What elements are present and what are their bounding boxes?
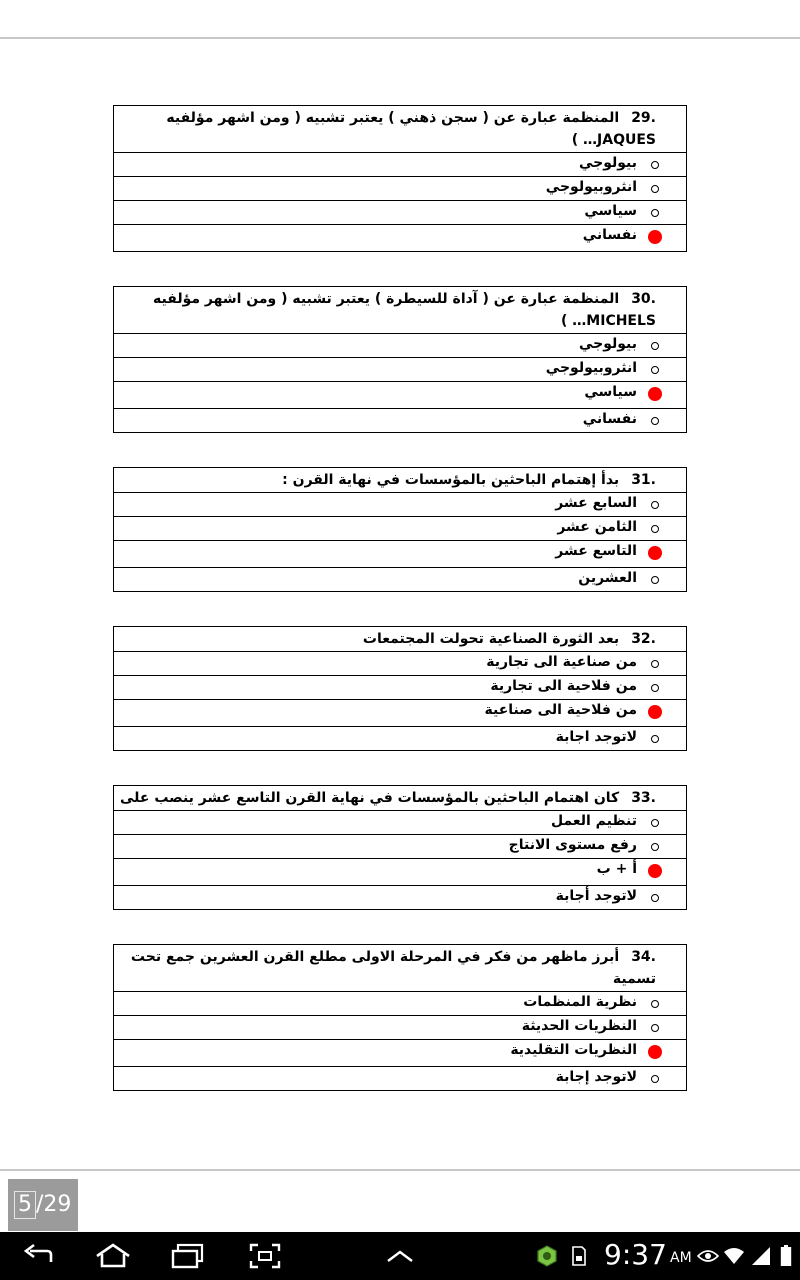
answer-option[interactable] xyxy=(114,153,687,177)
question-table xyxy=(113,467,687,592)
answer-label: رفع مستوى الانتاج xyxy=(508,837,637,853)
home-icon[interactable] xyxy=(90,1232,136,1280)
question-number: .30 xyxy=(631,291,656,307)
option-bullet-icon xyxy=(651,819,659,827)
bottom-divider xyxy=(0,1169,800,1171)
option-bullet-icon xyxy=(651,342,659,350)
answer-label: من فلاحية الى صناعية xyxy=(484,702,637,718)
eye-icon xyxy=(696,1232,720,1280)
answer-label: نفساني xyxy=(582,227,637,243)
option-bullet-icon xyxy=(651,161,659,169)
answer-label: انثروبيولوجي xyxy=(545,360,637,376)
answer-option[interactable] xyxy=(114,177,687,201)
answer-option[interactable] xyxy=(114,541,687,568)
question-table xyxy=(113,785,687,910)
question-number: .31 xyxy=(631,472,656,488)
sd-card-icon xyxy=(568,1232,590,1280)
question-text xyxy=(114,106,687,153)
question-table xyxy=(113,944,687,1091)
answer-label: الثامن عشر xyxy=(557,519,637,535)
answer-label: بيولوجي xyxy=(578,336,637,352)
system-navigation-bar xyxy=(0,1232,800,1280)
answer-label: لاتوجد إجابة xyxy=(555,1069,637,1085)
selected-answer-dot-icon xyxy=(648,230,662,244)
answer-option[interactable] xyxy=(114,1040,687,1067)
screenshot-icon[interactable] xyxy=(244,1232,286,1280)
question-number: .33 xyxy=(631,790,656,806)
question-text xyxy=(114,287,687,334)
question-table xyxy=(113,626,687,751)
question-number: .34 xyxy=(631,949,656,965)
clock-time: 9:37 xyxy=(604,1238,667,1271)
answer-label: أ + ب xyxy=(596,861,637,877)
question-table xyxy=(113,286,687,433)
answer-option[interactable] xyxy=(114,835,687,859)
answer-label: انثروبيولوجي xyxy=(545,179,637,195)
question-text xyxy=(114,468,687,493)
option-bullet-icon xyxy=(651,417,659,425)
answer-option[interactable] xyxy=(114,334,687,358)
answer-option[interactable] xyxy=(114,1067,687,1091)
question-text xyxy=(114,945,687,992)
current-page-number: 5 xyxy=(14,1191,36,1219)
answer-label: سياسي xyxy=(584,384,637,400)
option-bullet-icon xyxy=(651,1075,659,1083)
answer-option[interactable] xyxy=(114,382,687,409)
option-bullet-icon xyxy=(651,684,659,692)
answer-label: لاتوجد اجابة xyxy=(555,729,637,745)
question-label: أبرز ماظهر من فكر في المرحلة الاولى مطلع القرن العشرين جمع تحت تسمية xyxy=(130,949,656,987)
answer-label: نظرية المنظمات xyxy=(523,994,637,1010)
page-indicator[interactable] xyxy=(8,1179,78,1231)
answer-option[interactable] xyxy=(114,886,687,910)
answer-label: بيولوجي xyxy=(578,155,637,171)
answer-label: لاتوجد أجابة xyxy=(555,888,637,904)
total-pages: /29 xyxy=(36,1192,72,1217)
option-bullet-icon xyxy=(651,735,659,743)
question-label: بدأ إهتمام الباحثين بالمؤسسات في نهاية القرن : xyxy=(282,472,620,488)
answer-label: السابع عشر xyxy=(555,495,637,511)
question-number: .32 xyxy=(631,631,656,647)
answer-label: من فلاحية الى تجارية xyxy=(490,678,637,694)
option-bullet-icon xyxy=(651,843,659,851)
option-bullet-icon xyxy=(651,1000,659,1008)
battery-icon xyxy=(776,1232,796,1280)
back-icon[interactable] xyxy=(18,1232,60,1280)
question-table xyxy=(113,105,687,252)
wifi-icon xyxy=(722,1232,746,1280)
app-notification-icon[interactable] xyxy=(534,1232,560,1280)
answer-option[interactable] xyxy=(114,201,687,225)
document-page[interactable] xyxy=(113,105,687,1125)
option-bullet-icon xyxy=(651,185,659,193)
option-bullet-icon xyxy=(651,660,659,668)
option-bullet-icon xyxy=(651,894,659,902)
selected-answer-dot-icon xyxy=(648,1045,662,1059)
option-bullet-icon xyxy=(651,366,659,374)
answer-option[interactable] xyxy=(114,859,687,886)
question-label: المنظمة عبارة عن ( سجن ذهني ) يعتبر تشبيه ( ومن اشهر مؤلفيه JAQUES… ) xyxy=(166,110,656,148)
answer-option[interactable] xyxy=(114,1016,687,1040)
recent-apps-icon[interactable] xyxy=(166,1232,210,1280)
question-text xyxy=(114,786,687,811)
answer-label: سياسي xyxy=(584,203,637,219)
selected-answer-dot-icon xyxy=(648,546,662,560)
option-bullet-icon xyxy=(651,1024,659,1032)
answer-label: التاسع عشر xyxy=(555,543,637,559)
answer-option[interactable] xyxy=(114,493,687,517)
option-bullet-icon xyxy=(651,576,659,584)
question-label: بعد الثورة الصناعية تحولت المجتمعات xyxy=(362,631,620,647)
answer-option[interactable] xyxy=(114,652,687,676)
answer-label: العشرين xyxy=(578,570,637,586)
answer-option[interactable] xyxy=(114,568,687,592)
answer-option[interactable] xyxy=(114,992,687,1016)
top-divider xyxy=(0,37,800,39)
selected-answer-dot-icon xyxy=(648,705,662,719)
selected-answer-dot-icon xyxy=(648,387,662,401)
answer-label: تنظيم العمل xyxy=(550,813,637,829)
answer-option[interactable] xyxy=(114,409,687,433)
answer-option[interactable] xyxy=(114,727,687,751)
answer-option[interactable] xyxy=(114,811,687,835)
option-bullet-icon xyxy=(651,525,659,533)
answer-option[interactable] xyxy=(114,225,687,252)
answer-option[interactable] xyxy=(114,676,687,700)
menu-up-icon[interactable] xyxy=(382,1232,418,1280)
question-number: .29 xyxy=(631,110,656,126)
answer-label: النظريات الحديثة xyxy=(521,1018,637,1034)
option-bullet-icon xyxy=(651,501,659,509)
answer-option[interactable] xyxy=(114,358,687,382)
answer-label: نفساني xyxy=(582,411,637,427)
clock-ampm: AM xyxy=(670,1250,692,1266)
answer-option[interactable] xyxy=(114,700,687,727)
question-label: المنظمة عبارة عن ( آداة للسيطرة ) يعتبر تشبيه ( ومن اشهر مؤلفيه MICHELS… ) xyxy=(153,291,656,329)
question-label: كان اهتمام الباحثين بالمؤسسات في نهاية القرن التاسع عشر ينصب على xyxy=(120,790,620,806)
answer-option[interactable] xyxy=(114,517,687,541)
option-bullet-icon xyxy=(651,209,659,217)
signal-icon xyxy=(750,1232,772,1280)
answer-label: من صناعية الى تجارية xyxy=(486,654,637,670)
question-text xyxy=(114,627,687,652)
selected-answer-dot-icon xyxy=(648,864,662,878)
answer-label: النظريات التقليدية xyxy=(510,1042,637,1058)
